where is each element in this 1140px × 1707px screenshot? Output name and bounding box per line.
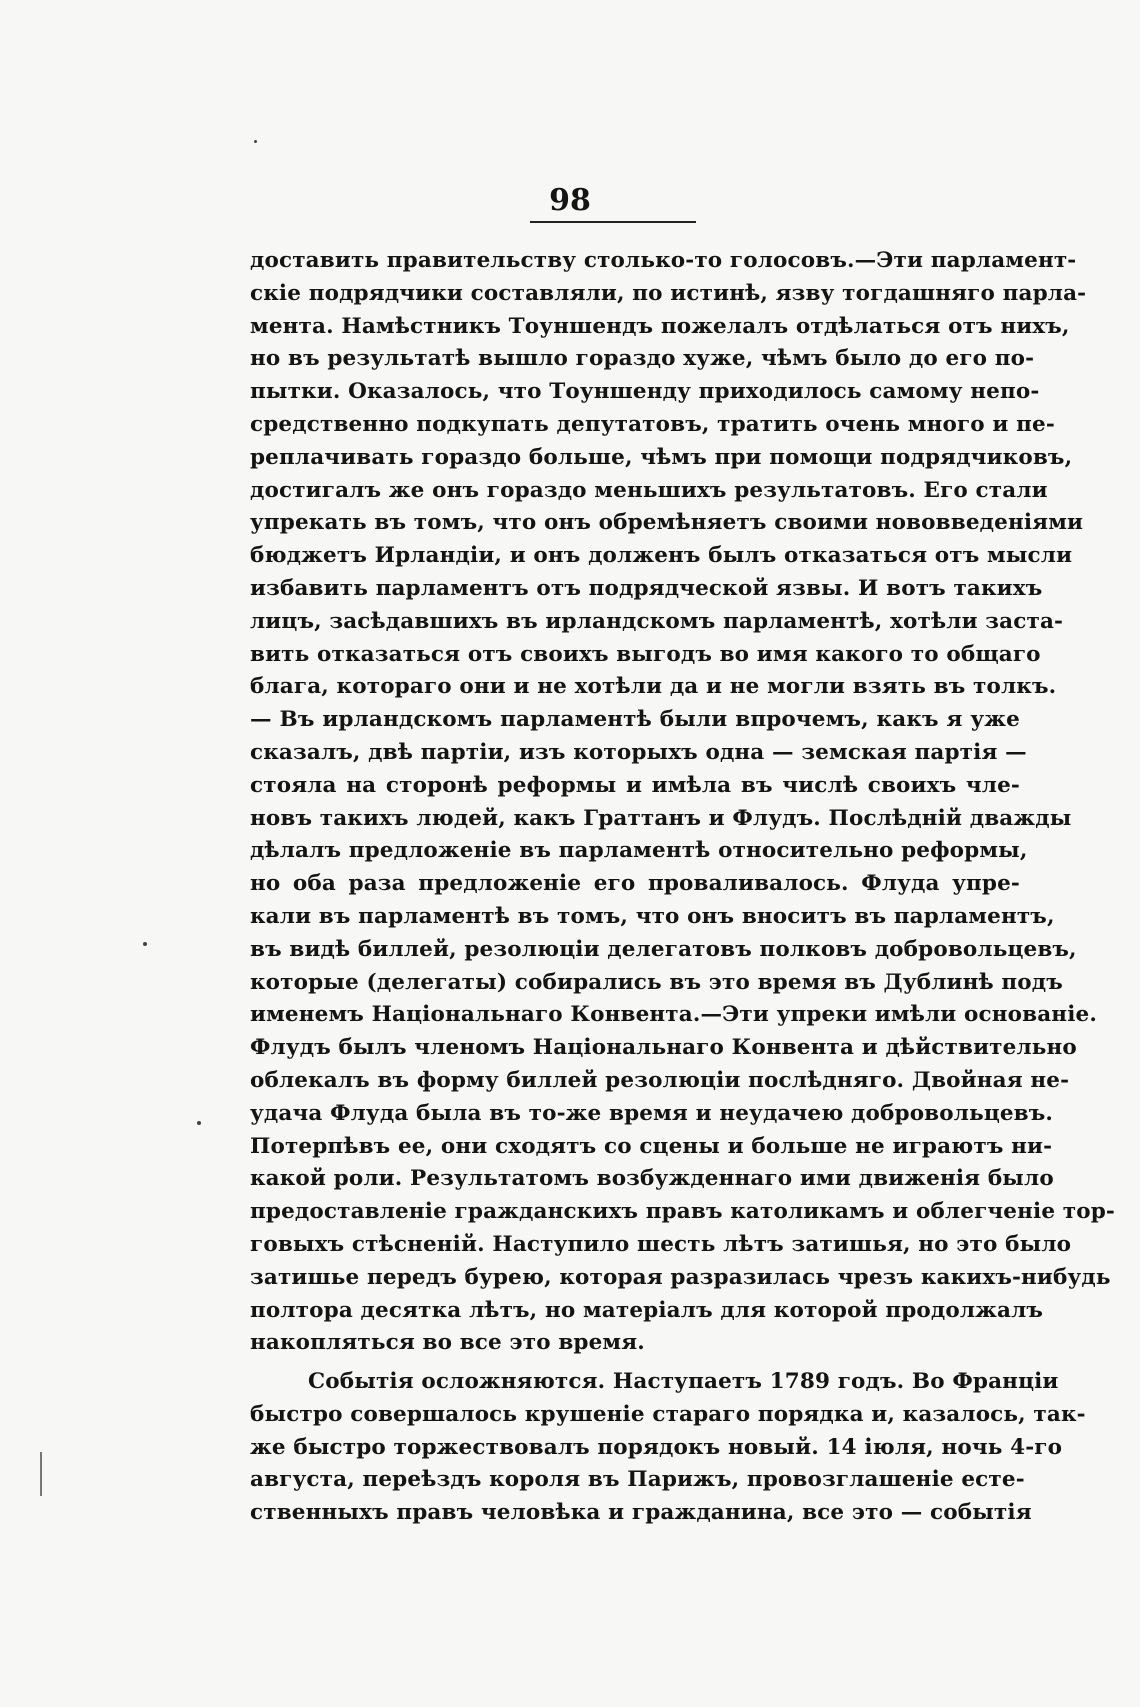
text-line: вить отказаться отъ своихъ выгодъ во имя какого то общаго <box>250 641 1041 667</box>
text-line: накопляться во все это время. <box>250 1330 645 1356</box>
text-line: быстро совершалось крушеніе стараго порядка и, казалось, так- <box>250 1401 1086 1427</box>
text-line: но въ результатѣ вышло гораздо хуже, чѣмъ было до его по- <box>250 346 1035 372</box>
text-line: мента. Намѣстникъ Тоуншендъ пожелалъ отдѣлаться отъ нихъ, <box>250 313 1070 339</box>
text-line: кали въ парламентѣ въ томъ, что онъ вноситъ въ парламентъ, <box>250 903 1055 929</box>
text-line: доставить правительству столько-то голосовъ.—Эти парламент- <box>250 248 1077 273</box>
text-line: же быстро торжествовалъ порядокъ новый. 14 іюля, ночь 4-го <box>250 1434 1063 1460</box>
text-line: Потерпѣвъ ее, они сходятъ со сцены и больше не играютъ ни- <box>250 1133 1053 1159</box>
text-line: бюджетъ Ирландіи, и онъ долженъ былъ отказаться отъ мысли <box>250 543 1073 569</box>
text-line: лицъ, засѣдавшихъ въ ирландскомъ парламентѣ, хотѣли заста- <box>250 608 1064 634</box>
text-line: ственныхъ правъ человѣка и гражданина, все это — событія <box>250 1500 1032 1526</box>
scan-edge-mark <box>40 1452 42 1496</box>
page-number-rule <box>530 221 696 223</box>
text-line: — Въ ирландскомъ парламентѣ были впрочемъ, какъ я уже <box>250 707 1020 733</box>
text-line: полтора десятка лѣтъ, но матеріалъ для которой продолжалъ <box>250 1297 1044 1323</box>
text-line: затишье передъ бурею, которая разразилась чрезъ какихъ-нибудь <box>250 1264 1111 1290</box>
text-line: въ видѣ биллей, резолюціи делегатовъ полковъ добровольцевъ, <box>250 936 1077 962</box>
text-line: реплачивать гораздо больше, чѣмъ при помощи подрядчиковъ, <box>250 444 1073 470</box>
text-line: скіе подрядчики составляли, по истинѣ, язву тогдашняго парла- <box>250 280 1087 306</box>
paragraph <box>250 1366 1086 1530</box>
text-line: дѣлалъ предложеніе въ парламентѣ относительно реформы, <box>250 838 1028 864</box>
text-line: именемъ Національнаго Конвента.—Эти упреки имѣли основаніе. <box>250 1002 1097 1028</box>
text-line: августа, переѣздъ короля въ Парижъ, провозглашеніе есте- <box>250 1467 1025 1493</box>
paragraph <box>250 245 1115 1360</box>
text-line: облекалъ въ форму биллей резолюціи послѣдняго. Двойная не- <box>250 1067 1070 1093</box>
page-number: 98 <box>549 183 591 218</box>
text-line: предоставленіе гражданскихъ правъ католикамъ и облегченіе тор- <box>250 1199 1115 1225</box>
text-line: какой роли. Результатомъ возбужденнаго ими движенія было <box>250 1166 1054 1192</box>
text-line: которые (делегаты) собирались въ это время въ Дублинѣ подъ <box>250 969 1063 995</box>
text-line: Событія осложняются. Наступаетъ 1789 годъ. Во Франціи <box>308 1369 1059 1395</box>
text-line: стояла на сторонѣ реформы и имѣла въ числѣ своихъ чле- <box>250 772 1020 798</box>
scan-speck <box>197 1121 201 1125</box>
text-line: но оба раза предложеніе его проваливалось. Флуда упре- <box>250 871 1020 897</box>
text-line: говыхъ стѣсненій. Наступило шесть лѣтъ затишья, но это было <box>250 1231 1072 1257</box>
text-line: избавить парламентъ отъ подрядческой язвы. И вотъ такихъ <box>250 575 1043 601</box>
text-line: пытки. Оказалось, что Тоуншенду приходилось самому непо- <box>250 379 1040 405</box>
text-line: блага, котораго они и не хотѣли да и не могли взять въ толкъ. <box>250 674 1057 700</box>
text-line: упрекать въ томъ, что онъ обремѣняетъ своими нововведеніями <box>250 510 1084 536</box>
scan-speck <box>254 140 257 143</box>
body-text <box>250 245 1115 1530</box>
scan-speck <box>143 942 147 946</box>
text-line: Флудъ былъ членомъ Національнаго Конвента и дѣйствительно <box>250 1035 1077 1061</box>
text-line: достигалъ же онъ гораздо меньшихъ результатовъ. Его стали <box>250 477 1048 503</box>
text-line: новъ такихъ людей, какъ Граттанъ и Флудъ. Послѣдній дважды <box>250 805 1072 831</box>
text-line: средственно подкупать депутатовъ, тратить очень много и пе- <box>250 411 1055 437</box>
text-line: удача Флуда была въ то-же время и неудачею добровольцевъ. <box>250 1100 1054 1126</box>
text-line: сказалъ, двѣ партіи, изъ которыхъ одна — земская партія — <box>250 739 1027 765</box>
